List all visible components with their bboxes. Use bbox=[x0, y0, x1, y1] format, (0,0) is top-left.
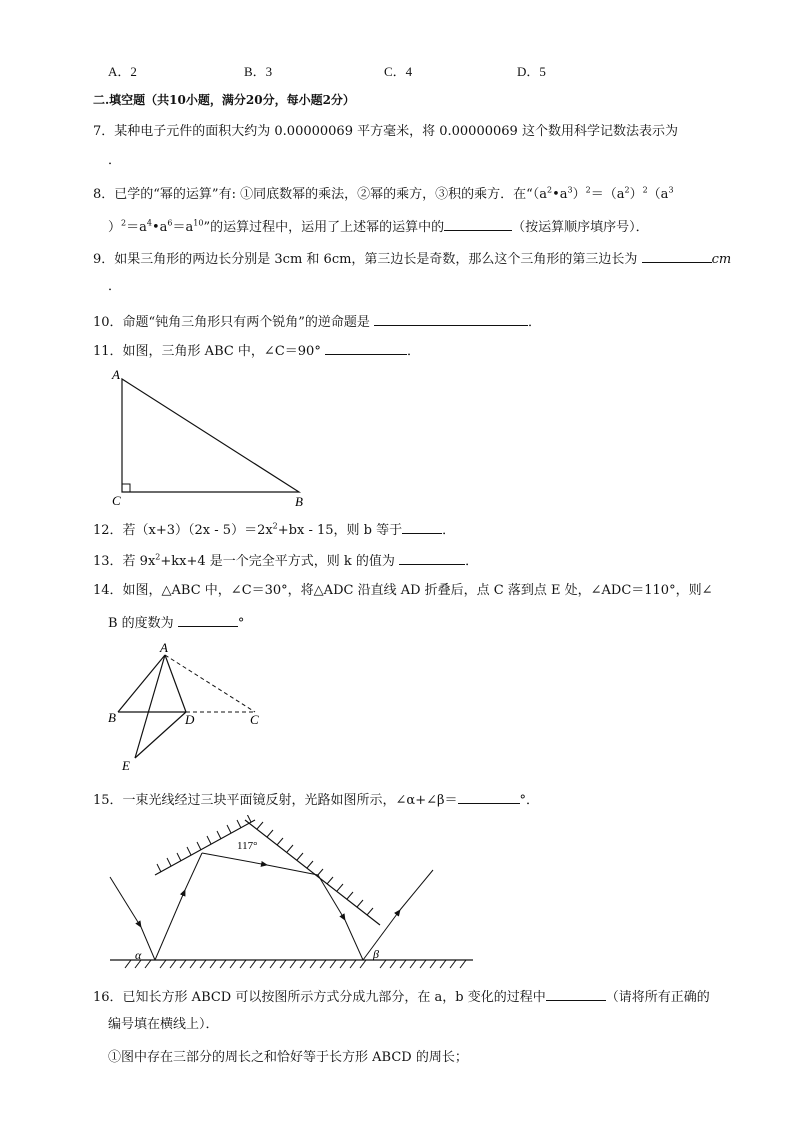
option-c: C．4 bbox=[384, 64, 413, 79]
fold-triangle-figure bbox=[100, 640, 280, 780]
option-a: A．2 bbox=[108, 64, 137, 79]
label-e: E bbox=[122, 758, 130, 773]
q13-answer-blank[interactable] bbox=[399, 551, 465, 565]
section-title: 二.填空题（共10小题，满分20分，每小题2分） bbox=[93, 93, 355, 107]
q16-line2: 编号填在横线上）． bbox=[108, 1017, 219, 1032]
q13-line: 13．若 $9x^2+kx+4$ 是一个完全平方式，则 k 的值为 ． bbox=[93, 552, 479, 569]
q8-line1: 8．已学的“幂的运算”有: ①同底数幂的乘法，②幂的乘方，③积的乘方．在“$(a^2•a^3)^2=(a^2)^2(a^3$ bbox=[93, 185, 674, 202]
q7-line1: 7．某种电子元件的面积大约为 0.00000069 平方毫米，将 0.00000069 这个数用科学记数法表示为 bbox=[93, 124, 678, 139]
q14-line2: B 的度数为 ° bbox=[108, 613, 244, 632]
option-b: B．3 bbox=[244, 64, 273, 79]
label-a: A bbox=[112, 367, 120, 382]
q7-line2: ． bbox=[108, 153, 122, 168]
q10-line: 10．命题“钝角三角形只有两个锐角”的逆命题是 ． bbox=[93, 312, 541, 331]
label-b: B bbox=[295, 494, 303, 509]
q11-line: 11．如图，三角形 ABC 中，∠C＝90° ． bbox=[93, 341, 420, 360]
mirror-reflection-figure bbox=[105, 815, 485, 975]
triangle-abc bbox=[122, 379, 299, 492]
q9-answer-blank[interactable] bbox=[642, 249, 712, 263]
label-c: C bbox=[112, 493, 121, 508]
alpha-label: α bbox=[135, 948, 142, 962]
q8-line2: ）$^2=a^4•a^6=a^{10}$”的运算过程中，运用了上述幂的运算中的 （按运算顺序填序号）． bbox=[108, 218, 649, 235]
label-c: C bbox=[250, 712, 259, 727]
option-d: D．5 bbox=[517, 64, 546, 79]
q9-line2: ． bbox=[108, 279, 122, 294]
q16-item1: ①图中存在三部分的周长之和恰好等于长方形 ABCD 的周长； bbox=[108, 1050, 468, 1065]
q14-line1: 14．如图，△ABC 中，∠C＝30°，将△ADC 沿直线 AD 折叠后，点 C 落到点 E 处，∠ADC＝110°，则∠ bbox=[93, 583, 713, 598]
beta-label: β bbox=[373, 947, 379, 961]
q16-line1: 16．已知长方形 ABCD 可以按图所示方式分成九部分，在 a，b 变化的过程中 （请将所有正确的 bbox=[93, 987, 710, 1006]
q11-answer-blank[interactable] bbox=[325, 341, 407, 355]
q9-line1: 9．如果三角形的两边长分别是 3cm 和 6cm，第三边长是奇数，那么这个三角形的第三边长为 cm bbox=[93, 249, 731, 268]
q16-answer-blank[interactable] bbox=[546, 987, 606, 1001]
angle-label: 117° bbox=[237, 840, 258, 852]
bottom-mirror-hatching bbox=[125, 960, 466, 968]
right-mirror-hatching bbox=[257, 822, 373, 915]
label-d: D bbox=[185, 712, 195, 727]
q15-line: 15．一束光线经过三块平面镜反射，光路如图所示，∠α+∠β＝ °． bbox=[93, 790, 539, 809]
q12-line: 12．若$(x+3)(2x - 5)=2x^2+bx - 15$，则 b 等于 ． bbox=[93, 521, 456, 538]
q14-answer-blank[interactable] bbox=[178, 613, 238, 627]
label-a: A bbox=[160, 640, 168, 655]
q8-answer-blank[interactable] bbox=[444, 217, 512, 231]
q15-answer-blank[interactable] bbox=[458, 790, 520, 804]
right-triangle-figure bbox=[105, 365, 320, 510]
q10-answer-blank[interactable] bbox=[374, 312, 528, 326]
right-angle-mark bbox=[122, 484, 130, 492]
label-b: B bbox=[108, 710, 116, 725]
q12-answer-blank[interactable] bbox=[402, 520, 442, 534]
